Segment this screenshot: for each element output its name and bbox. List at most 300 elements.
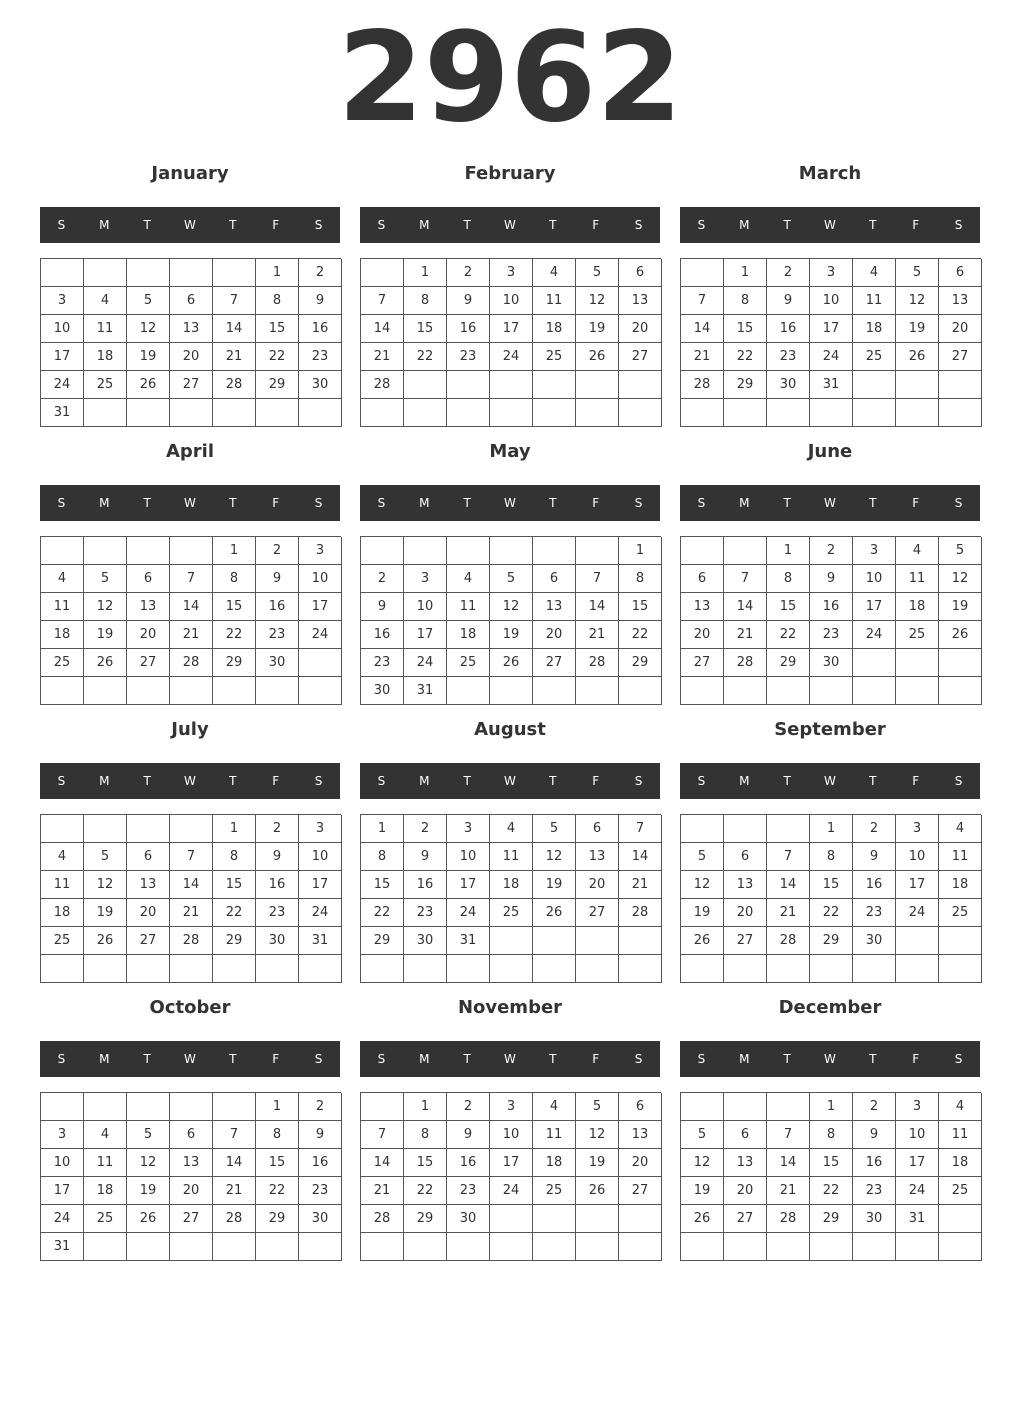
day-cell: 7 xyxy=(170,843,213,871)
day-cell: 6 xyxy=(170,1121,213,1149)
weekday-header: T xyxy=(783,496,791,510)
day-cell: 26 xyxy=(127,371,170,399)
day-cell: 8 xyxy=(810,843,853,871)
weekday-header: S xyxy=(634,496,643,510)
month-october xyxy=(40,984,340,1262)
day-cell: 12 xyxy=(681,871,724,899)
weekday-header: T xyxy=(869,1052,877,1066)
day-cell: 10 xyxy=(41,315,84,343)
empty-day-cell xyxy=(170,399,213,427)
empty-day-cell xyxy=(619,399,662,427)
day-cell: 6 xyxy=(939,259,982,287)
day-cell: 10 xyxy=(41,1149,84,1177)
weekday-header: W xyxy=(504,218,516,232)
day-cell: 30 xyxy=(361,677,404,705)
day-cell: 21 xyxy=(213,343,256,371)
day-cell: 12 xyxy=(681,1149,724,1177)
empty-day-cell xyxy=(490,537,533,565)
day-cell: 15 xyxy=(404,1149,447,1177)
day-cell: 23 xyxy=(447,1177,490,1205)
day-cell: 28 xyxy=(681,371,724,399)
weekday-header: S xyxy=(314,218,323,232)
day-cell: 2 xyxy=(810,537,853,565)
empty-day-cell xyxy=(84,1233,127,1261)
day-cell: 19 xyxy=(576,1149,619,1177)
day-cell: 5 xyxy=(127,1121,170,1149)
empty-day-cell xyxy=(939,927,982,955)
day-cell: 10 xyxy=(404,593,447,621)
day-cell: 29 xyxy=(256,1205,299,1233)
day-cell: 5 xyxy=(576,1093,619,1121)
day-cell: 4 xyxy=(490,815,533,843)
weekday-header: F xyxy=(272,496,280,510)
day-cell: 26 xyxy=(681,1205,724,1233)
month-name: June xyxy=(807,441,853,462)
empty-day-cell xyxy=(490,399,533,427)
day-cell: 24 xyxy=(490,343,533,371)
day-cell: 12 xyxy=(576,1121,619,1149)
empty-day-cell xyxy=(447,371,490,399)
day-cell: 9 xyxy=(256,565,299,593)
day-cell: 7 xyxy=(170,565,213,593)
empty-day-cell xyxy=(810,1233,853,1261)
day-cell: 30 xyxy=(447,1205,490,1233)
empty-day-cell xyxy=(681,815,724,843)
weekday-header-bar xyxy=(680,763,980,799)
day-cell: 8 xyxy=(213,565,256,593)
month-december xyxy=(680,984,980,1262)
day-cell: 19 xyxy=(681,899,724,927)
weekday-header: S xyxy=(954,1052,963,1066)
day-cell: 18 xyxy=(939,871,982,899)
day-cell: 18 xyxy=(533,1149,576,1177)
day-cell: 1 xyxy=(810,815,853,843)
day-cell: 13 xyxy=(170,315,213,343)
day-cell: 23 xyxy=(853,899,896,927)
day-cell: 24 xyxy=(299,621,342,649)
empty-day-cell xyxy=(939,677,982,705)
day-cell: 2 xyxy=(447,259,490,287)
empty-day-cell xyxy=(404,1233,447,1261)
day-cell: 31 xyxy=(41,399,84,427)
day-cell: 7 xyxy=(213,287,256,315)
day-cell: 22 xyxy=(213,621,256,649)
empty-day-cell xyxy=(896,677,939,705)
day-cell: 3 xyxy=(299,537,342,565)
empty-day-cell xyxy=(533,371,576,399)
month-name: September xyxy=(774,719,886,740)
weekday-header: S xyxy=(377,218,386,232)
weekday-header: S xyxy=(954,218,963,232)
day-cell: 30 xyxy=(404,927,447,955)
day-cell: 31 xyxy=(896,1205,939,1233)
day-cell: 6 xyxy=(127,843,170,871)
empty-day-cell xyxy=(767,399,810,427)
empty-day-cell xyxy=(127,815,170,843)
day-cell: 2 xyxy=(853,1093,896,1121)
weekday-header: F xyxy=(272,774,280,788)
year-title: 2962 xyxy=(337,6,683,150)
empty-day-cell xyxy=(213,955,256,983)
empty-day-cell xyxy=(299,1233,342,1261)
day-cell: 21 xyxy=(767,899,810,927)
weekday-header-bar xyxy=(680,485,980,521)
empty-day-cell xyxy=(41,677,84,705)
weekday-header: S xyxy=(954,774,963,788)
day-cell: 12 xyxy=(533,843,576,871)
day-cell: 25 xyxy=(533,1177,576,1205)
empty-day-cell xyxy=(404,371,447,399)
day-cell: 19 xyxy=(939,593,982,621)
day-cell: 1 xyxy=(256,259,299,287)
day-cell: 17 xyxy=(404,621,447,649)
weekday-header: F xyxy=(912,774,920,788)
empty-day-cell xyxy=(724,815,767,843)
day-cell: 18 xyxy=(533,315,576,343)
day-cell: 29 xyxy=(724,371,767,399)
empty-day-cell xyxy=(127,1233,170,1261)
day-cell: 15 xyxy=(256,315,299,343)
weekday-header: W xyxy=(824,218,836,232)
day-cell: 2 xyxy=(447,1093,490,1121)
empty-day-cell xyxy=(681,1093,724,1121)
day-cell: 21 xyxy=(619,871,662,899)
day-cell: 17 xyxy=(896,871,939,899)
weekday-header: F xyxy=(912,496,920,510)
weekday-header: T xyxy=(143,1052,151,1066)
day-cell: 15 xyxy=(256,1149,299,1177)
weekday-header: T xyxy=(229,218,237,232)
empty-day-cell xyxy=(361,955,404,983)
day-cell: 14 xyxy=(361,1149,404,1177)
day-cell: 20 xyxy=(619,1149,662,1177)
month-july xyxy=(40,706,340,984)
weekday-header: T xyxy=(229,496,237,510)
weekday-header: S xyxy=(314,1052,323,1066)
day-cell: 2 xyxy=(256,815,299,843)
day-cell: 30 xyxy=(256,927,299,955)
empty-day-cell xyxy=(84,259,127,287)
empty-day-cell xyxy=(533,537,576,565)
day-cell: 15 xyxy=(810,871,853,899)
day-cell: 27 xyxy=(533,649,576,677)
day-cell: 14 xyxy=(361,315,404,343)
empty-day-cell xyxy=(84,1093,127,1121)
day-cell: 12 xyxy=(127,315,170,343)
day-cell: 28 xyxy=(724,649,767,677)
day-cell: 24 xyxy=(853,621,896,649)
day-cell: 23 xyxy=(361,649,404,677)
day-cell: 18 xyxy=(896,593,939,621)
day-cell: 20 xyxy=(939,315,982,343)
day-cell: 1 xyxy=(724,259,767,287)
day-cell: 9 xyxy=(853,843,896,871)
weekday-header: T xyxy=(463,774,471,788)
day-cell: 27 xyxy=(619,1177,662,1205)
day-cell: 20 xyxy=(127,899,170,927)
empty-day-cell xyxy=(41,1093,84,1121)
day-grid xyxy=(40,258,341,427)
day-cell: 19 xyxy=(127,1177,170,1205)
day-cell: 17 xyxy=(41,1177,84,1205)
empty-day-cell xyxy=(256,1233,299,1261)
day-cell: 1 xyxy=(213,815,256,843)
day-cell: 12 xyxy=(84,871,127,899)
empty-day-cell xyxy=(213,1093,256,1121)
day-cell: 1 xyxy=(404,259,447,287)
day-grid xyxy=(680,536,981,705)
weekday-header: T xyxy=(869,496,877,510)
day-cell: 27 xyxy=(724,1205,767,1233)
day-cell: 19 xyxy=(84,899,127,927)
empty-day-cell xyxy=(170,259,213,287)
empty-day-cell xyxy=(404,399,447,427)
day-cell: 30 xyxy=(299,1205,342,1233)
weekday-header: S xyxy=(377,496,386,510)
empty-day-cell xyxy=(490,371,533,399)
day-cell: 19 xyxy=(576,315,619,343)
empty-day-cell xyxy=(576,927,619,955)
day-cell: 27 xyxy=(170,1205,213,1233)
day-cell: 15 xyxy=(767,593,810,621)
day-cell: 19 xyxy=(896,315,939,343)
day-cell: 14 xyxy=(213,315,256,343)
empty-day-cell xyxy=(127,1093,170,1121)
day-cell: 15 xyxy=(361,871,404,899)
day-cell: 13 xyxy=(724,1149,767,1177)
empty-day-cell xyxy=(490,677,533,705)
day-cell: 9 xyxy=(256,843,299,871)
day-cell: 22 xyxy=(213,899,256,927)
day-cell: 12 xyxy=(939,565,982,593)
day-cell: 14 xyxy=(170,593,213,621)
month-name: July xyxy=(171,719,209,740)
day-cell: 11 xyxy=(447,593,490,621)
day-cell: 3 xyxy=(896,815,939,843)
day-cell: 17 xyxy=(447,871,490,899)
day-cell: 15 xyxy=(404,315,447,343)
day-cell: 26 xyxy=(127,1205,170,1233)
day-cell: 1 xyxy=(619,537,662,565)
day-cell: 13 xyxy=(619,1121,662,1149)
empty-day-cell xyxy=(84,399,127,427)
day-cell: 3 xyxy=(41,1121,84,1149)
weekday-header: W xyxy=(504,1052,516,1066)
day-cell: 27 xyxy=(619,343,662,371)
day-cell: 4 xyxy=(84,287,127,315)
day-cell: 18 xyxy=(84,343,127,371)
empty-day-cell xyxy=(767,955,810,983)
empty-day-cell xyxy=(490,1205,533,1233)
day-cell: 25 xyxy=(41,649,84,677)
day-cell: 8 xyxy=(404,1121,447,1149)
day-cell: 23 xyxy=(256,621,299,649)
weekday-header: F xyxy=(592,218,600,232)
empty-day-cell xyxy=(84,537,127,565)
weekday-header: S xyxy=(697,1052,706,1066)
day-cell: 7 xyxy=(213,1121,256,1149)
day-cell: 23 xyxy=(853,1177,896,1205)
day-cell: 14 xyxy=(681,315,724,343)
weekday-header: F xyxy=(592,1052,600,1066)
weekday-header: F xyxy=(272,218,280,232)
month-name: December xyxy=(778,997,882,1018)
weekday-header: S xyxy=(697,774,706,788)
day-cell: 19 xyxy=(490,621,533,649)
empty-day-cell xyxy=(939,371,982,399)
day-cell: 16 xyxy=(299,1149,342,1177)
weekday-header: M xyxy=(419,218,430,232)
empty-day-cell xyxy=(576,955,619,983)
day-cell: 27 xyxy=(939,343,982,371)
empty-day-cell xyxy=(724,1233,767,1261)
empty-day-cell xyxy=(619,677,662,705)
day-cell: 9 xyxy=(447,1121,490,1149)
day-grid xyxy=(360,536,661,705)
empty-day-cell xyxy=(853,1233,896,1261)
empty-day-cell xyxy=(213,677,256,705)
day-cell: 8 xyxy=(810,1121,853,1149)
day-cell: 24 xyxy=(490,1177,533,1205)
day-cell: 24 xyxy=(447,899,490,927)
empty-day-cell xyxy=(299,955,342,983)
day-cell: 21 xyxy=(724,621,767,649)
day-cell: 17 xyxy=(299,593,342,621)
day-grid xyxy=(40,814,341,983)
empty-day-cell xyxy=(127,259,170,287)
day-cell: 7 xyxy=(724,565,767,593)
day-cell: 14 xyxy=(576,593,619,621)
empty-day-cell xyxy=(767,677,810,705)
empty-day-cell xyxy=(299,399,342,427)
weekday-header: M xyxy=(739,774,750,788)
weekday-header-bar xyxy=(360,1041,660,1077)
day-cell: 11 xyxy=(533,1121,576,1149)
day-cell: 18 xyxy=(853,315,896,343)
day-cell: 13 xyxy=(533,593,576,621)
empty-day-cell xyxy=(681,537,724,565)
empty-day-cell xyxy=(361,537,404,565)
day-cell: 23 xyxy=(447,343,490,371)
day-cell: 28 xyxy=(213,371,256,399)
day-cell: 30 xyxy=(853,1205,896,1233)
weekday-header: F xyxy=(272,1052,280,1066)
empty-day-cell xyxy=(853,955,896,983)
weekday-header: M xyxy=(99,774,110,788)
empty-day-cell xyxy=(256,399,299,427)
weekday-header: S xyxy=(57,774,66,788)
weekday-header: F xyxy=(592,774,600,788)
weekday-header: M xyxy=(739,1052,750,1066)
day-cell: 22 xyxy=(256,1177,299,1205)
day-cell: 21 xyxy=(767,1177,810,1205)
day-cell: 20 xyxy=(170,1177,213,1205)
day-cell: 1 xyxy=(213,537,256,565)
day-cell: 25 xyxy=(490,899,533,927)
empty-day-cell xyxy=(810,677,853,705)
day-cell: 5 xyxy=(939,537,982,565)
empty-day-cell xyxy=(767,815,810,843)
day-cell: 10 xyxy=(896,1121,939,1149)
weekday-header-bar xyxy=(40,207,340,243)
weekday-header-bar xyxy=(360,485,660,521)
month-name: March xyxy=(798,163,862,184)
day-cell: 20 xyxy=(681,621,724,649)
day-cell: 2 xyxy=(853,815,896,843)
day-cell: 14 xyxy=(213,1149,256,1177)
day-cell: 29 xyxy=(256,371,299,399)
day-cell: 13 xyxy=(576,843,619,871)
empty-day-cell xyxy=(41,815,84,843)
empty-day-cell xyxy=(213,1233,256,1261)
empty-day-cell xyxy=(447,955,490,983)
day-cell: 29 xyxy=(767,649,810,677)
empty-day-cell xyxy=(681,955,724,983)
day-cell: 18 xyxy=(41,621,84,649)
weekday-header: S xyxy=(314,496,323,510)
day-cell: 30 xyxy=(767,371,810,399)
day-cell: 31 xyxy=(447,927,490,955)
day-cell: 21 xyxy=(361,1177,404,1205)
day-cell: 26 xyxy=(490,649,533,677)
day-cell: 27 xyxy=(681,649,724,677)
day-grid xyxy=(680,814,981,983)
empty-day-cell xyxy=(724,955,767,983)
day-cell: 10 xyxy=(853,565,896,593)
empty-day-cell xyxy=(361,1233,404,1261)
weekday-header: W xyxy=(504,496,516,510)
weekday-header: T xyxy=(783,1052,791,1066)
day-cell: 18 xyxy=(41,899,84,927)
weekday-header: F xyxy=(592,496,600,510)
day-cell: 13 xyxy=(939,287,982,315)
weekday-header: T xyxy=(549,496,557,510)
day-cell: 9 xyxy=(404,843,447,871)
weekday-header: T xyxy=(869,218,877,232)
empty-day-cell xyxy=(681,399,724,427)
weekday-header: M xyxy=(419,774,430,788)
day-cell: 27 xyxy=(724,927,767,955)
day-cell: 13 xyxy=(170,1149,213,1177)
day-cell: 24 xyxy=(810,343,853,371)
empty-day-cell xyxy=(213,259,256,287)
day-cell: 8 xyxy=(619,565,662,593)
weekday-header: T xyxy=(143,496,151,510)
day-cell: 22 xyxy=(767,621,810,649)
day-cell: 14 xyxy=(767,871,810,899)
day-cell: 19 xyxy=(533,871,576,899)
day-cell: 22 xyxy=(361,899,404,927)
day-cell: 21 xyxy=(213,1177,256,1205)
empty-day-cell xyxy=(170,537,213,565)
empty-day-cell xyxy=(447,677,490,705)
day-cell: 7 xyxy=(767,1121,810,1149)
month-september xyxy=(680,706,980,984)
day-cell: 3 xyxy=(810,259,853,287)
day-cell: 27 xyxy=(127,927,170,955)
day-cell: 3 xyxy=(404,565,447,593)
day-cell: 16 xyxy=(853,871,896,899)
day-cell: 14 xyxy=(724,593,767,621)
day-cell: 2 xyxy=(767,259,810,287)
empty-day-cell xyxy=(576,677,619,705)
day-cell: 3 xyxy=(896,1093,939,1121)
day-cell: 28 xyxy=(767,1205,810,1233)
empty-day-cell xyxy=(896,399,939,427)
day-cell: 7 xyxy=(767,843,810,871)
month-august xyxy=(360,706,660,984)
day-cell: 4 xyxy=(533,1093,576,1121)
